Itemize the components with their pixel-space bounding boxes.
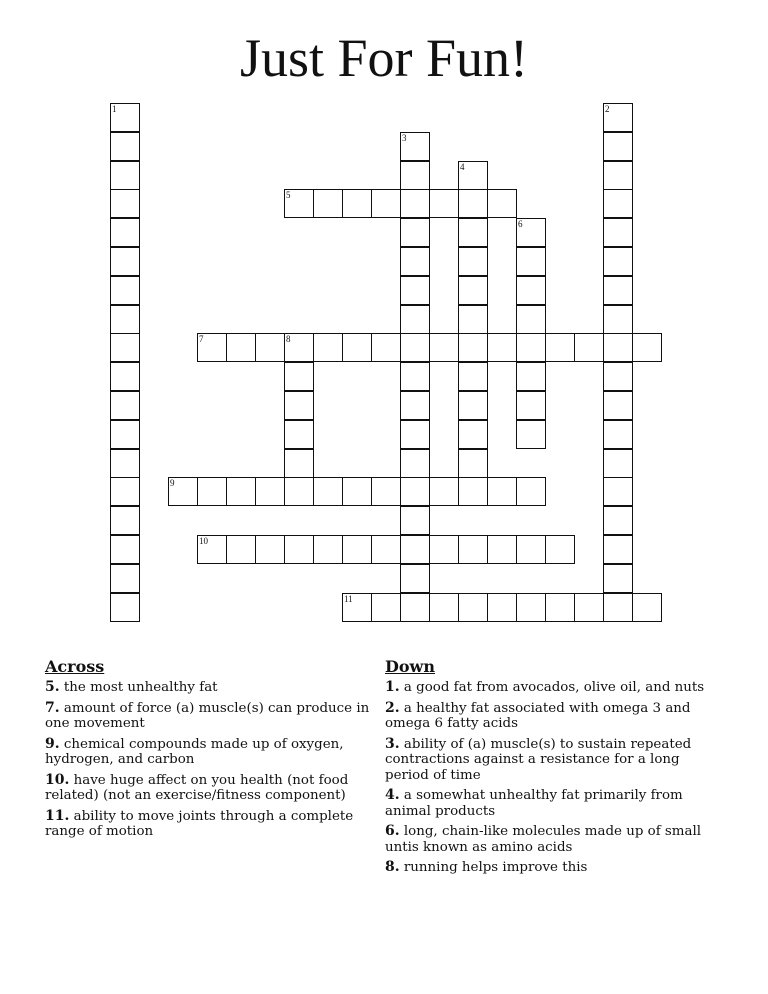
clue-down-2 [385,701,725,732]
clue-text: a healthy fat associated with omega 3 and omega 6 fatty acids [385,700,691,731]
grid-cell[interactable] [313,477,343,506]
grid-cell[interactable] [400,564,430,593]
grid-cell[interactable] [603,477,633,506]
grid-cell[interactable] [603,333,633,362]
across-heading: Across [45,657,105,676]
clue-number: 2. [385,699,400,716]
clue-text: ability to move joints through a complete range of motion [45,808,354,839]
grid-cell[interactable] [342,189,372,218]
cell-number: 5 [286,190,291,201]
grid-cell[interactable] [313,333,343,362]
grid-cell[interactable] [168,477,198,506]
grid-cell[interactable] [603,189,633,218]
clue-number: 5. [45,679,60,695]
grid-cell[interactable] [487,535,517,564]
grid-cell[interactable] [400,391,430,420]
grid-cell[interactable] [284,477,314,506]
grid-cell[interactable] [313,535,343,564]
clue-text: ability of (a) muscle(s) to sustain repeated contractions against a resistance for a long period of time [385,736,692,783]
grid-cell[interactable] [603,247,633,276]
clue-number: 4. [385,787,400,803]
page-title: Just For Fun! [239,28,529,88]
grid-cell[interactable] [197,535,227,564]
grid-cell[interactable] [110,333,140,362]
grid-cell[interactable] [400,449,430,478]
grid-cell[interactable] [603,276,633,305]
cell-number: 7 [199,334,204,345]
clue-number: 8. [385,859,400,875]
grid-cell[interactable] [603,449,633,478]
grid-cell[interactable] [255,477,285,506]
clue-across-5 [45,680,375,696]
grid-cell[interactable] [110,362,140,391]
grid-cell[interactable] [545,535,575,564]
grid-cell[interactable] [516,362,546,391]
grid-cell[interactable] [458,449,488,478]
grid-cell[interactable] [458,276,488,305]
grid-cell[interactable] [574,593,604,622]
grid-cell[interactable] [458,333,488,362]
grid-cell[interactable] [110,161,140,190]
clue-text: chemical compounds made up of oxygen, hydrogen, and carbon [45,736,344,767]
grid-cell[interactable] [284,420,314,449]
grid-cell[interactable] [545,333,575,362]
grid-cell[interactable] [516,535,546,564]
grid-cell[interactable] [603,391,633,420]
clue-number: 1. [385,679,400,695]
grid-cell[interactable] [603,103,633,132]
grid-cell[interactable] [371,535,401,564]
grid-cell[interactable] [603,132,633,161]
grid-cell[interactable] [632,593,662,622]
clue-number: 9. [45,735,60,752]
clue-across-10 [45,773,375,804]
clue-text: running helps improve this [403,860,588,875]
crossword-grid [110,103,662,623]
clue-across-9 [45,737,375,768]
grid-cell[interactable] [400,247,430,276]
grid-cell[interactable] [458,305,488,334]
grid-cell[interactable] [516,218,546,247]
clue-number: 6. [385,823,400,839]
clue-text: a somewhat unhealthy fat primarily from animal products [385,788,683,819]
grid-cell[interactable] [603,420,633,449]
grid-cell[interactable] [110,506,140,535]
grid-cell[interactable] [458,218,488,247]
grid-cell[interactable] [400,218,430,247]
grid-cell[interactable] [458,477,488,506]
grid-cell[interactable] [110,449,140,478]
grid-cell[interactable] [400,593,430,622]
clue-down-4 [385,788,725,819]
across-clues [45,658,375,845]
grid-cell[interactable] [110,189,140,218]
clue-down-8 [385,860,725,876]
grid-cell[interactable] [284,449,314,478]
grid-cell[interactable] [255,333,285,362]
grid-cell[interactable] [603,564,633,593]
grid-cell[interactable] [110,218,140,247]
grid-cell[interactable] [603,161,633,190]
grid-cell[interactable] [342,333,372,362]
clue-across-7 [45,701,375,732]
cell-number: 11 [344,593,353,604]
grid-cell[interactable] [458,535,488,564]
grid-cell[interactable] [458,247,488,276]
grid-cell[interactable] [110,391,140,420]
grid-cell[interactable] [603,305,633,334]
grid-cell[interactable] [516,305,546,334]
grid-cell[interactable] [429,333,459,362]
grid-cell[interactable] [429,477,459,506]
grid-cell[interactable] [574,333,604,362]
grid-cell[interactable] [110,593,140,622]
clue-text: long, chain-like molecules made up of small untis known as amino acids [385,824,702,855]
grid-cell[interactable] [603,535,633,564]
grid-cell[interactable] [400,362,430,391]
grid-cell[interactable] [197,477,227,506]
clue-number: 11. [45,807,70,824]
grid-cell[interactable] [226,333,256,362]
grid-cell[interactable] [226,477,256,506]
grid-cell[interactable] [429,593,459,622]
cell-number: 3 [402,132,407,143]
grid-cell[interactable] [110,420,140,449]
grid-cell[interactable] [516,477,546,506]
clue-text: have huge affect on you health (not food related) (not an exercise/fitness component) [45,772,349,803]
grid-cell[interactable] [110,132,140,161]
clue-down-6 [385,824,725,855]
grid-cell[interactable] [400,535,430,564]
grid-cell[interactable] [516,420,546,449]
grid-cell[interactable] [458,420,488,449]
grid-cell[interactable] [110,247,140,276]
grid-cell[interactable] [516,391,546,420]
grid-cell[interactable] [429,189,459,218]
grid-cell[interactable] [603,506,633,535]
grid-cell[interactable] [400,506,430,535]
grid-cell[interactable] [545,593,575,622]
cell-number: 9 [170,478,175,489]
grid-cell[interactable] [458,362,488,391]
grid-cell[interactable] [284,362,314,391]
down-heading: Down [385,657,435,676]
cell-number: 8 [286,334,291,345]
clue-number: 3. [385,735,400,752]
grid-cell[interactable] [226,535,256,564]
grid-cell[interactable] [487,189,517,218]
grid-cell[interactable] [632,333,662,362]
grid-cell[interactable] [313,189,343,218]
grid-cell[interactable] [516,333,546,362]
grid-cell[interactable] [110,535,140,564]
grid-cell[interactable] [458,189,488,218]
grid-cell[interactable] [400,477,430,506]
grid-cell[interactable] [603,218,633,247]
grid-cell[interactable] [110,477,140,506]
grid-cell[interactable] [255,535,285,564]
clue-down-3 [385,737,725,784]
clue-text: a good fat from avocados, olive oil, and nuts [403,680,705,695]
grid-cell[interactable] [284,333,314,362]
grid-cell[interactable] [516,276,546,305]
grid-cell[interactable] [110,103,140,132]
grid-cell[interactable] [197,333,227,362]
grid-cell[interactable] [371,189,401,218]
clue-down-1 [385,680,725,696]
grid-cell[interactable] [458,161,488,190]
down-clues [385,658,725,881]
grid-cell[interactable] [284,189,314,218]
grid-cell[interactable] [110,564,140,593]
grid-cell[interactable] [458,391,488,420]
cell-number: 1 [112,104,117,114]
clue-number: 7. [45,699,60,716]
grid-cell[interactable] [371,477,401,506]
grid-cell[interactable] [110,305,140,334]
clue-number: 10. [45,771,70,788]
grid-cell[interactable] [400,132,430,161]
grid-cell[interactable] [603,593,633,622]
grid-cell[interactable] [342,593,372,622]
grid-cell[interactable] [487,477,517,506]
grid-cell[interactable] [110,276,140,305]
cell-number: 6 [518,219,523,230]
grid-cell[interactable] [284,391,314,420]
grid-cell[interactable] [487,333,517,362]
grid-cell[interactable] [342,477,372,506]
clue-text: amount of force (a) muscle(s) can produce in one movement [45,700,370,731]
grid-cell[interactable] [371,333,401,362]
grid-cell[interactable] [400,276,430,305]
grid-cell[interactable] [458,593,488,622]
grid-cell[interactable] [284,535,314,564]
grid-cell[interactable] [400,420,430,449]
grid-cell[interactable] [400,333,430,362]
grid-cell[interactable] [516,247,546,276]
cell-number: 4 [460,161,465,172]
grid-cell[interactable] [429,535,459,564]
cell-number: 10 [199,536,208,546]
grid-cell[interactable] [487,593,517,622]
grid-cell[interactable] [400,161,430,190]
grid-cell[interactable] [603,362,633,391]
clue-across-11 [45,809,375,840]
grid-cell[interactable] [371,593,401,622]
grid-cell[interactable] [400,305,430,334]
clue-text: the most unhealthy fat [63,680,218,695]
cell-number: 2 [605,104,610,114]
grid-cell[interactable] [516,593,546,622]
grid-cell[interactable] [400,189,430,218]
grid-cell[interactable] [342,535,372,564]
